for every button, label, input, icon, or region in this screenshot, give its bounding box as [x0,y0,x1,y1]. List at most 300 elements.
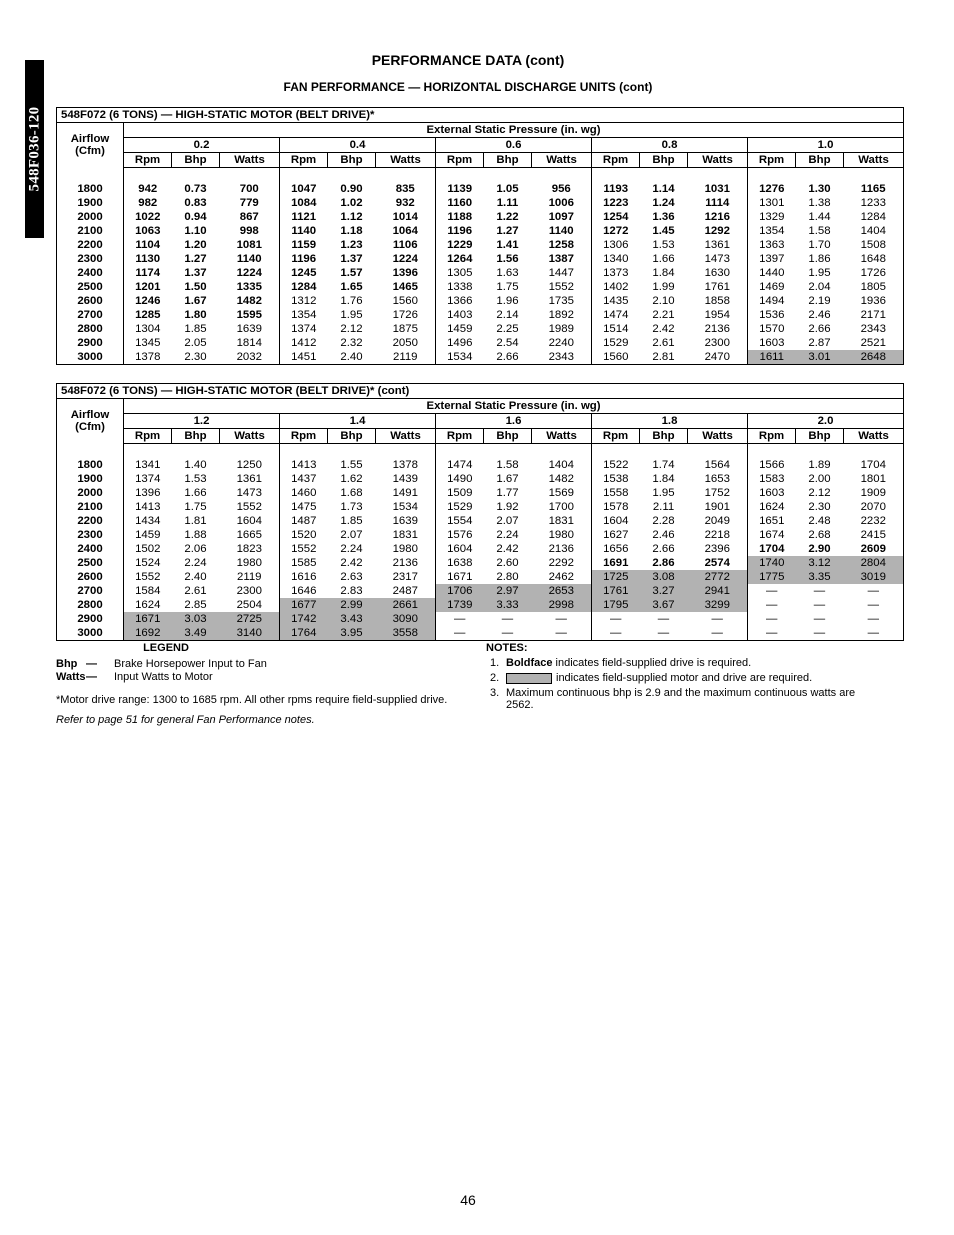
data-cell: 1482 [532,472,592,486]
note-3 [486,687,882,711]
data-cell: 1412 [291,337,317,349]
data-cell: 1366 [447,295,473,307]
data-cell: 700 [220,182,280,196]
data-cell: 1064 [376,224,436,238]
table-row [57,308,904,322]
data-cell: 2.24 [340,543,363,555]
data-cell: 1413 [135,501,161,513]
pressure-group-header: 0.2 [124,138,280,153]
spacer-cell [57,168,124,183]
data-cell: 1140 [532,224,592,238]
spacer-cell [376,168,436,183]
column-subheader: Rpm [124,153,172,168]
table-row [57,542,904,556]
data-cell: 2.61 [184,585,207,597]
column-subheader-row [57,429,904,444]
side-tab-label: 548F036-120 [26,106,42,192]
data-cell: 2050 [376,336,436,350]
data-cell: 1742 [280,612,328,626]
data-cell: 1.88 [184,529,207,541]
data-cell: 1285 [135,309,161,321]
data-cell: 3.95 [328,626,376,641]
data-cell: 2.21 [652,309,675,321]
data-cell: 1081 [220,238,280,252]
legend-dash: — [86,671,97,683]
data-cell: 1514 [603,323,629,335]
spacer-cell [640,444,688,459]
data-cell: 2.30 [808,501,831,513]
column-subheader: Rpm [436,153,484,168]
data-cell: 1.55 [340,459,363,471]
data-cell: 2.99 [328,598,376,612]
data-cell: 1341 [135,459,161,471]
data-cell: 3.43 [328,612,376,626]
data-cell: 1496 [447,337,473,349]
data-cell: 1250 [220,458,280,472]
data-cell: 1761 [592,584,640,598]
column-subheader: Watts [844,153,904,168]
column-subheader: Bhp [640,153,688,168]
data-cell: 1.05 [496,183,519,195]
data-cell: 1.95 [652,487,675,499]
data-cell: 1570 [759,323,785,335]
data-cell: 1508 [860,239,886,251]
column-subheader: Bhp [328,153,376,168]
esp-header: External Static Pressure (in. wg) [124,399,904,414]
data-cell: 2.00 [808,473,831,485]
data-cell: 1.77 [496,487,519,499]
spacer-cell [592,168,640,183]
data-cell: 2292 [532,556,592,570]
data-cell: — [867,627,879,639]
motor-drive-footnote: *Motor drive range: 1300 to 1685 rpm. All other rpms require field-supplied drive. [56,694,448,706]
data-cell: — [766,599,778,611]
data-cell: 1097 [532,210,592,224]
note-number: 1. [490,657,500,669]
data-cell: 1140 [220,252,280,266]
data-cell: 1245 [291,267,317,279]
table-row [57,514,904,528]
data-cell: 1084 [291,197,317,209]
spacer-cell [172,168,220,183]
data-cell: 1603 [759,487,785,499]
data-cell: — [766,613,778,625]
column-subheader: Watts [844,429,904,444]
spacer-cell [436,444,484,459]
data-cell: 1440 [759,267,785,279]
data-cell: 0.90 [340,183,363,195]
data-cell: 1775 [748,570,796,584]
data-cell: 0.94 [184,211,207,223]
data-cell: 2.04 [808,281,831,293]
data-cell: 1.23 [340,239,363,251]
data-cell: 1473 [688,252,748,266]
data-cell: 1583 [759,473,785,485]
notes [486,642,882,711]
data-cell: 2032 [220,350,280,365]
spacer-cell [844,444,904,459]
data-cell: 2396 [688,542,748,556]
legend-key: Watts [56,671,86,683]
data-cell: 1031 [688,182,748,196]
spacer-cell [376,444,436,459]
data-cell: 2.06 [184,543,207,555]
spacer-cell [688,444,748,459]
data-cell: 1439 [376,472,436,486]
table-row [57,584,904,598]
data-cell: 1.53 [184,473,207,485]
data-cell: 1.89 [808,459,831,471]
data-cell: 1648 [860,253,886,265]
legend-heading: LEGEND [143,642,189,654]
note-number: 3. [490,687,500,699]
data-cell: — [657,627,670,639]
data-cell: 1490 [447,473,473,485]
data-cell: 3.67 [640,598,688,612]
data-cell: 1665 [220,528,280,542]
data-cell: 2.81 [652,351,675,363]
data-cell: 1639 [376,514,436,528]
data-cell: 1374 [291,323,317,335]
data-cell: 2232 [860,515,886,527]
data-cell: 1638 [447,557,473,569]
airflow-cell: 2800 [57,598,124,612]
data-cell: 2.86 [652,557,675,569]
airflow-cell: 2000 [57,486,124,500]
data-cell: 2171 [860,309,886,321]
data-cell: 1.22 [496,211,519,223]
data-cell: 1653 [688,472,748,486]
table-row [57,210,904,224]
data-cell: 1354 [759,225,785,237]
data-cell: 2648 [844,350,904,365]
data-cell: 2.19 [808,295,831,307]
data-cell: 1.37 [184,267,207,279]
airflow-cell: 1900 [57,472,124,486]
airflow-cell: 2500 [57,280,124,294]
data-cell: 1254 [603,211,629,223]
data-cell: 0.73 [184,183,207,195]
data-cell: 2.11 [652,501,675,513]
data-cell: 1534 [447,351,473,363]
data-cell: 1022 [135,211,161,223]
data-cell: — [867,585,879,597]
data-cell: 1.85 [340,515,363,527]
data-cell: 1671 [447,571,473,583]
data-cell: 2.12 [340,323,363,335]
data-cell: 3140 [220,626,280,641]
data-cell: 1704 [759,543,785,555]
data-cell: 2343 [532,350,592,365]
spacer-cell [328,444,376,459]
data-cell: 1.10 [184,225,207,237]
data-cell: 1106 [376,238,436,252]
data-cell: 1534 [376,500,436,514]
data-cell: 998 [220,224,280,238]
data-cell: 2300 [688,336,748,350]
data-cell: 1.62 [340,473,363,485]
column-subheader: Bhp [328,429,376,444]
data-cell: 1624 [135,599,161,611]
column-subheader: Bhp [484,429,532,444]
table-row [57,570,904,584]
data-cell: 1522 [603,459,629,471]
data-cell: 1980 [376,542,436,556]
data-cell: 1651 [759,515,785,527]
table-row [57,598,904,612]
data-cell: 1165 [860,183,886,195]
data-cell: 1.80 [184,309,207,321]
data-cell: 1276 [759,183,785,195]
data-cell: 1.50 [184,281,207,293]
data-cell: 1.18 [340,225,363,237]
data-cell: 982 [138,197,158,209]
table-row [57,626,904,641]
legend-item-bhp [56,658,456,670]
data-cell: 1403 [447,309,473,321]
column-subheader: Watts [376,153,436,168]
data-cell: 1121 [291,211,317,223]
data-cell: 1823 [220,542,280,556]
data-cell: 0.83 [184,197,207,209]
data-cell: 3.33 [484,598,532,612]
legend-desc: Input Watts to Motor [114,671,213,683]
data-cell: 1.68 [340,487,363,499]
data-cell: — [532,612,592,626]
airflow-cell: 1900 [57,196,124,210]
airflow-cell: 2300 [57,528,124,542]
pressure-group-header: 1.8 [592,414,748,429]
data-cell: 1361 [220,472,280,486]
column-subheader: Rpm [592,429,640,444]
data-cell: 1764 [280,626,328,641]
note-text: indicates field-supplied motor and drive are required. [556,672,813,684]
column-subheader: Watts [220,153,280,168]
data-cell: 1465 [376,280,436,294]
data-cell: 2136 [532,542,592,556]
data-cell: — [766,627,778,639]
esp-header: External Static Pressure (in. wg) [124,123,904,138]
data-cell: 1.58 [496,459,519,471]
spacer-cell [328,168,376,183]
spacer-cell [172,444,220,459]
data-cell: 867 [220,210,280,224]
legend-key: Bhp [56,658,78,670]
airflow-cell: 2600 [57,294,124,308]
data-cell: 1301 [759,197,785,209]
data-cell: 1193 [603,183,629,195]
data-cell: 1.36 [652,211,675,223]
data-cell: 1536 [759,309,785,321]
data-cell: 1404 [860,225,886,237]
pressure-group-header: 0.4 [280,138,436,153]
data-cell: 1487 [291,515,317,527]
spacer-cell [220,444,280,459]
data-cell: 1.65 [340,281,363,293]
pressure-group-header: 0.6 [436,138,592,153]
data-cell: 1814 [220,336,280,350]
spacer-cell [640,168,688,183]
data-cell: — [610,627,622,639]
pressure-group-header: 0.8 [592,138,748,153]
data-cell: 2.63 [340,571,363,583]
data-cell: 1284 [860,211,886,223]
data-cell: 1739 [436,598,484,612]
data-cell: 1795 [592,598,640,612]
airflow-cell: 2300 [57,252,124,266]
data-cell: 2300 [220,584,280,598]
data-cell: 1473 [220,486,280,500]
data-cell: 1.38 [808,197,831,209]
spacer-cell [124,168,172,183]
data-cell: 2.87 [808,337,831,349]
data-cell: 2.42 [652,323,675,335]
data-cell: 1312 [291,295,317,307]
table-row [57,182,904,196]
column-subheader: Rpm [748,153,796,168]
data-cell: 2.61 [652,337,675,349]
data-cell: 1875 [376,322,436,336]
table-row [57,280,904,294]
data-cell: 3299 [688,598,748,612]
data-cell: 2.12 [808,487,831,499]
table-title-row [57,384,904,399]
data-cell: 1502 [135,543,161,555]
column-subheader: Bhp [796,429,844,444]
spacer-row [57,444,904,459]
data-cell: 3558 [376,626,436,641]
data-cell: 1.53 [652,239,675,251]
data-cell: 2.24 [184,557,207,569]
data-cell: 1482 [220,294,280,308]
data-cell: 1.63 [496,267,519,279]
data-cell: 1.27 [184,253,207,265]
data-cell: 1.12 [340,211,363,223]
data-cell: 1475 [291,501,317,513]
data-cell: 2504 [220,598,280,612]
data-cell: 1.99 [652,281,675,293]
airflow-cell: 2900 [57,336,124,350]
data-cell: 2.80 [496,571,519,583]
data-cell: 1735 [532,294,592,308]
data-cell: 1576 [447,529,473,541]
data-cell: 1.57 [340,267,363,279]
data-cell: 1552 [291,543,317,555]
data-cell: 1114 [688,196,748,210]
data-cell: 1529 [603,337,629,349]
data-cell: 2.48 [808,515,831,527]
data-cell: 1363 [759,239,785,251]
data-cell: 1700 [532,500,592,514]
data-cell: 1378 [135,351,161,363]
data-cell: 1451 [291,351,317,363]
data-cell: 1646 [291,585,317,597]
data-cell: 1140 [291,225,317,237]
data-cell: 1831 [376,528,436,542]
table-row [57,238,904,252]
airflow-cell: 3000 [57,626,124,641]
data-cell: 1335 [220,280,280,294]
data-cell: 2661 [376,598,436,612]
column-subheader: Bhp [172,153,220,168]
data-cell: 2218 [688,528,748,542]
data-cell: 1691 [603,557,629,569]
legend [56,642,456,726]
data-cell: — [813,627,826,639]
data-cell: 1304 [135,323,161,335]
data-cell: 1491 [376,486,436,500]
data-cell: 1494 [759,295,785,307]
shade-swatch [506,673,552,684]
data-cell: 1014 [376,210,436,224]
column-subheader: Watts [532,153,592,168]
data-cell: 1434 [135,515,161,527]
airflow-cell: 1800 [57,182,124,196]
data-cell: 2343 [860,323,886,335]
data-cell: 1.41 [496,239,519,251]
spacer-cell [220,168,280,183]
data-cell: 1.75 [184,501,207,513]
data-cell: 2240 [532,336,592,350]
data-cell: 1604 [220,514,280,528]
data-cell: 932 [376,196,436,210]
data-cell: 1.73 [340,501,363,513]
data-cell: 1272 [603,225,629,237]
pressure-group-header: 1.2 [124,414,280,429]
data-cell: 1520 [291,529,317,541]
table-row [57,486,904,500]
data-cell: 1752 [688,486,748,500]
pressure-group-header: 2.0 [748,414,904,429]
spacer-cell [796,444,844,459]
data-cell: 2.66 [496,351,519,363]
data-cell: 1831 [532,514,592,528]
data-cell: 1.86 [808,253,831,265]
reference-note: Refer to page 51 for general Fan Performance notes. [56,714,315,726]
data-cell: 1552 [220,500,280,514]
data-cell: 1223 [603,197,629,209]
data-cell: 2.85 [184,599,207,611]
data-cell: 3090 [376,612,436,626]
legend-item-watts [56,671,456,683]
data-cell: 1639 [220,322,280,336]
data-cell: 1.44 [808,211,831,223]
data-cell: 1909 [860,487,886,499]
data-cell: 942 [138,183,158,195]
airflow-cell: 3000 [57,350,124,365]
data-cell: 1.96 [496,295,519,307]
table-row [57,556,904,570]
data-cell: 1402 [603,281,629,293]
data-cell: 2521 [860,337,886,349]
data-cell: 1.58 [808,225,831,237]
data-cell: 1805 [860,281,886,293]
data-cell: 1.95 [340,309,363,321]
data-cell: 1604 [603,515,629,527]
data-cell: — [688,612,748,626]
data-cell: 1435 [603,295,629,307]
column-subheader: Bhp [796,153,844,168]
airflow-cell: 2100 [57,224,124,238]
data-cell: 1566 [759,459,785,471]
data-cell: 1.24 [652,197,675,209]
pressure-group-header: 1.4 [280,414,436,429]
airflow-cell: 2400 [57,266,124,280]
data-cell: 1.20 [184,239,207,251]
note-text: Maximum continuous bhp is 2.9 and the maximum continuous watts are 2562. [506,687,856,711]
data-cell: — [813,585,826,597]
data-cell: 1.84 [652,267,675,279]
